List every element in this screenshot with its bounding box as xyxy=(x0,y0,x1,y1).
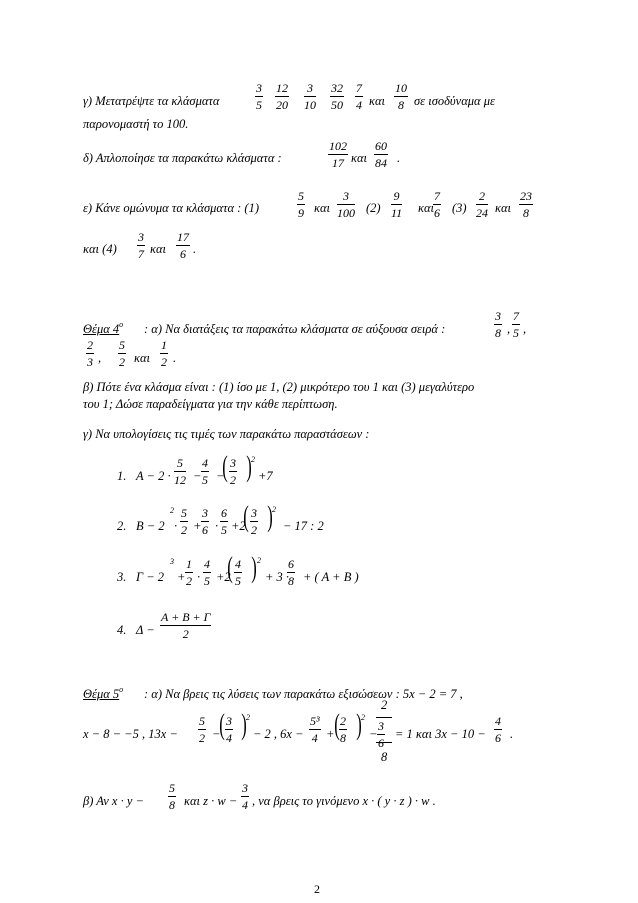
expr-fraction: $\frac{4}{5}$ xyxy=(235,557,241,588)
expr-3-lhs: Γ − 2 xyxy=(136,570,165,584)
expr-2-lhs: Β − 2 xyxy=(136,519,165,533)
theme4-fraction: $\frac{2}{3}$ xyxy=(87,338,93,369)
expr-4-lhs: Δ − xyxy=(136,623,155,637)
delta-question: δ) Απλοποίησε τα παρακάτω κλάσματα : xyxy=(83,151,282,165)
expr-3-number: 3. xyxy=(117,570,127,584)
gamma-question: γ) Μετατρέψτε τα κλάσματα xyxy=(83,94,220,108)
theme4-fraction: $\frac{5}{2}$ xyxy=(119,338,125,369)
epsilon-label-2: (2) xyxy=(366,201,381,215)
theme4-beta-2: του 1; Δώσε παραδείγματα για την κάθε περίπτωση. xyxy=(83,397,338,411)
expr-fraction: $\frac{4}{5}$ xyxy=(204,557,210,588)
eq-fraction: $\frac{2}{8}$ xyxy=(340,714,346,745)
eq-fraction: $\frac{5}{2}$ xyxy=(199,714,205,745)
epsilon-fraction: $\frac{3}{100}$ xyxy=(337,189,355,220)
gamma-fraction: $\frac{3}{5}$ xyxy=(256,81,262,112)
expr-1-number: 1. xyxy=(117,469,127,483)
expr-fraction: $\frac{5}{2}$ xyxy=(181,506,187,537)
expr-2-number: 2. xyxy=(117,519,127,533)
epsilon-fraction: $\frac{9}{11}$ xyxy=(391,189,403,220)
expr-fraction: $\frac{4}{5}$ xyxy=(202,456,208,487)
epsilon-fraction: $\frac{23}{8}$ xyxy=(520,189,532,220)
delta-fraction: $\frac{102}{17}$ xyxy=(329,139,347,170)
expr-fraction: $\frac{3}{6}$ xyxy=(202,506,208,537)
gamma-fraction: $\frac{12}{20}$ xyxy=(276,81,288,112)
epsilon-fraction: $\frac{3}{7}$ xyxy=(138,230,144,261)
epsilon-fraction: $\frac{5}{9}$ xyxy=(298,189,304,220)
page-number: 2 xyxy=(314,882,320,896)
theme4-fraction: $\frac{1}{2}$ xyxy=(161,338,167,369)
theme4-alpha: : α) Να διατάξεις τα παρακάτω κλάσματα σε αύξουσα σειρά : xyxy=(144,322,446,336)
eq-fraction: $\frac{3}{4}$ xyxy=(226,714,232,745)
epsilon-and-3: και xyxy=(495,201,512,215)
expr-fraction: $\frac{1}{2}$ xyxy=(186,557,192,588)
eq-top-bar xyxy=(376,717,392,718)
epsilon-label-4: και (4) xyxy=(83,242,117,256)
eq-line-start: x − 8 − −5 , 13x − xyxy=(83,727,178,741)
epsilon-and-2: και xyxy=(418,201,435,215)
expr-4-number: 4. xyxy=(117,623,127,637)
beta-fraction: $\frac{3}{4}$ xyxy=(242,781,248,812)
gamma-line2: παρονομαστή το 100. xyxy=(83,117,189,131)
theme5-beta-start: β) Αν x · y − xyxy=(83,794,144,808)
epsilon-label-3: (3) xyxy=(452,201,467,215)
eq-fraction: $\frac{4}{6}$ xyxy=(495,714,501,745)
theme4-heading: Θέμα $4^o$ xyxy=(83,320,124,336)
theme5-alpha: : α) Να βρεις τις λύσεις των παρακάτω εξισώσεων : 5x − 2 = 7 , xyxy=(144,687,463,701)
theme5-heading: Θέμα $5^o$ xyxy=(83,685,124,701)
gamma-fraction: $\frac{3}{10}$ xyxy=(304,81,316,112)
theme4-fraction: $\frac{7}{5}$ xyxy=(513,309,519,340)
delta-and: και xyxy=(351,151,368,165)
eq-fraction: $\frac{\text{5³}}{4}$ xyxy=(310,714,320,745)
eq-fraction: $\frac{3}{6}$ xyxy=(378,719,384,750)
expr-1-lhs: Α − 2 · xyxy=(136,469,171,483)
expr-fraction: $\frac{5}{12}$ xyxy=(174,456,186,487)
expr-fraction: $\frac{6}{8}$ xyxy=(288,557,294,588)
epsilon-fraction: $\frac{2}{24}$ xyxy=(476,189,488,220)
expr-fraction: $\frac{A + B + \Gamma}{2}$ xyxy=(161,610,211,641)
gamma-and: και xyxy=(369,94,386,108)
delta-fraction: $\frac{60}{84}$ xyxy=(375,139,387,170)
epsilon-and-1: και xyxy=(314,201,331,215)
theme5-beta-end: , να βρεις το γινόμενο x · ( y · z ) · w . xyxy=(252,794,436,808)
beta-fraction: $\frac{5}{8}$ xyxy=(169,781,175,812)
theme4-fraction: $\frac{3}{8}$ xyxy=(495,309,501,340)
gamma-tail: σε ισοδύναμα με xyxy=(414,94,495,108)
gamma-fraction: $\frac{32}{50}$ xyxy=(331,81,343,112)
epsilon-fraction: $\frac{17}{6}$ xyxy=(177,230,189,261)
gamma-fraction: $\frac{10}{8}$ xyxy=(395,81,407,112)
expr-fraction: $\frac{3}{2}$ xyxy=(230,456,236,487)
expr-fraction: $\frac{3}{2}$ xyxy=(251,506,257,537)
epsilon-question: ε) Κάνε ομώνυμα τα κλάσματα : (1) xyxy=(83,201,260,215)
delta-dot: . xyxy=(397,151,401,165)
theme4-beta-1: β) Πότε ένα κλάσμα είναι : (1) ίσο με 1, (2) μικρότερο του 1 και (3) μεγαλύτερο xyxy=(83,380,475,394)
epsilon-and-4: και xyxy=(150,242,167,256)
epsilon-fraction: $\frac{7}{6}$ xyxy=(434,189,440,220)
expr-fraction: $\frac{6}{5}$ xyxy=(221,506,227,537)
epsilon-dot: . xyxy=(193,242,197,256)
gamma-fraction: $\frac{7}{4}$ xyxy=(356,81,362,112)
theme4-gamma: γ) Να υπολογίσεις τις τιμές των παρακάτω παραστάσεων : xyxy=(83,427,370,441)
